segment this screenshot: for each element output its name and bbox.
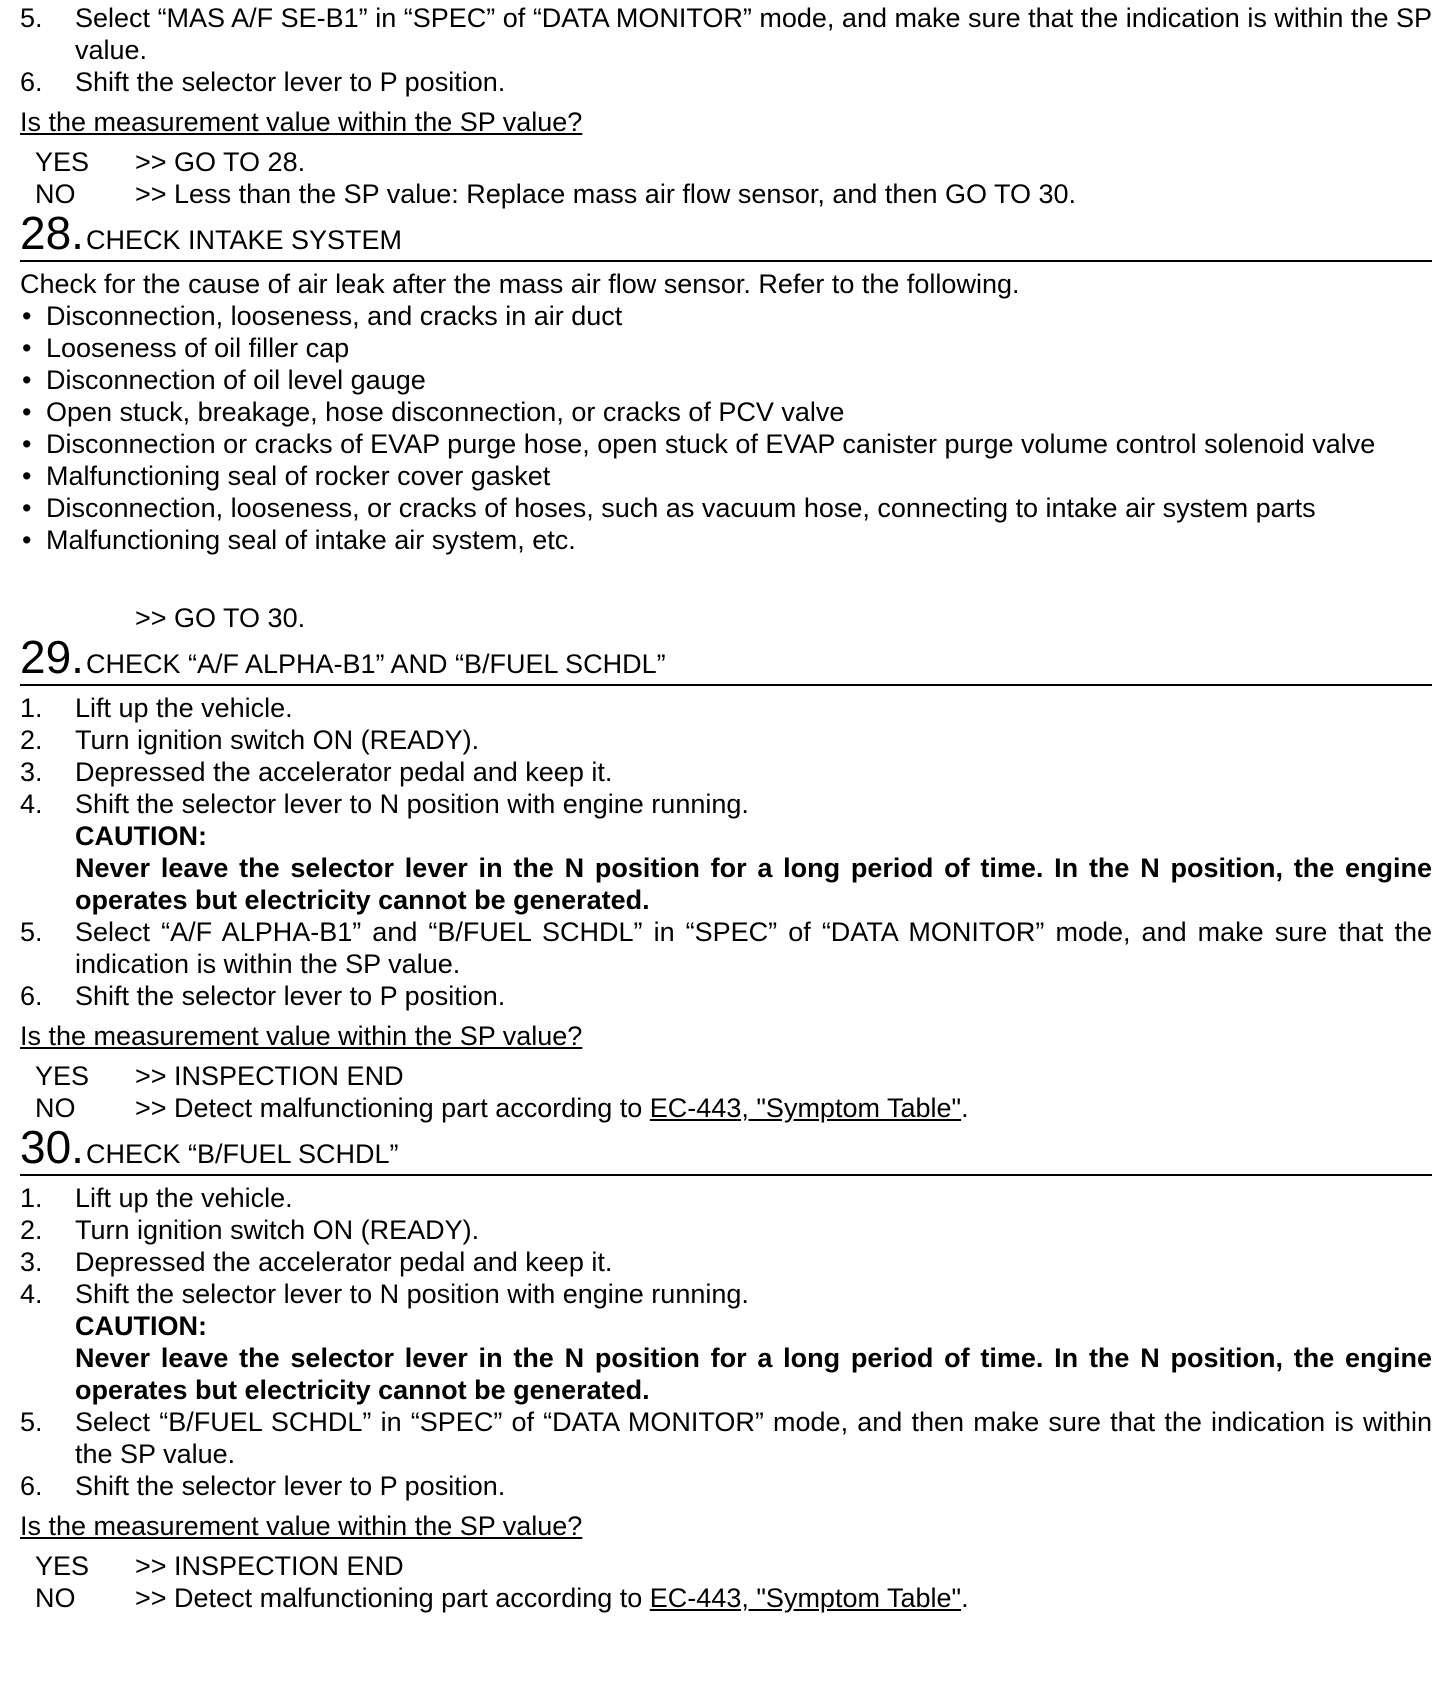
step-number: 30. xyxy=(20,1121,84,1173)
list-item: 5. Select “B/FUEL SCHDL” in “SPEC” of “DATA MONITOR” mode, and then make sure that the indication is within the SP value. xyxy=(20,1407,1432,1469)
list-item: 4. Shift the selector lever to N position with engine running. xyxy=(20,1279,749,1309)
step-27-tail xyxy=(20,2,1432,210)
step-number: 29. xyxy=(20,631,84,683)
symptom-table-link[interactable]: EC-443, "Symptom Table" xyxy=(649,1583,962,1613)
answer-no: NO >> Less than the SP value: Replace mass air flow sensor, and then GO TO 30. xyxy=(35,179,1077,209)
question: Is the measurement value within the SP value? xyxy=(20,1021,583,1051)
step-28 xyxy=(20,207,1432,634)
question: Is the measurement value within the SP value? xyxy=(20,107,583,137)
step-30 xyxy=(20,1121,1432,1614)
goto-text: >> GO TO 30. xyxy=(135,603,306,633)
document-page xyxy=(20,2,1432,1614)
step-title: CHECK “B/FUEL SCHDL” xyxy=(85,1139,399,1169)
bullet-item: • Malfunctioning seal of rocker cover gasket xyxy=(22,461,551,491)
question: Is the measurement value within the SP value? xyxy=(20,1511,583,1541)
answer-no: NO >> Detect malfunctioning part according to EC-443, "Symptom Table". xyxy=(35,1093,969,1123)
step-29 xyxy=(20,631,1432,1124)
step-heading xyxy=(20,207,1432,262)
bullet-item: • Looseness of oil filler cap xyxy=(22,333,350,363)
step-title: CHECK “A/F ALPHA-B1” AND “B/FUEL SCHDL” xyxy=(85,649,666,679)
list-item: 6. Shift the selector lever to P position. xyxy=(20,67,506,97)
list-item: 3. Depressed the accelerator pedal and keep it. xyxy=(20,757,613,787)
step-heading xyxy=(20,631,1432,686)
caution-text: Never leave the selector lever in the N position for a long period of time. In the N position, the engine operates but electricity cannot be generated. xyxy=(75,853,1432,915)
caution-label: CAUTION: xyxy=(75,1311,207,1341)
step-intro: Check for the cause of air leak after the mass air flow sensor. Refer to the following. xyxy=(20,269,1020,299)
list-item: 3. Depressed the accelerator pedal and keep it. xyxy=(20,1247,613,1277)
step-heading xyxy=(20,1121,1432,1176)
answer-yes: YES >> INSPECTION END xyxy=(35,1061,404,1091)
symptom-table-link[interactable]: EC-443, "Symptom Table" xyxy=(649,1093,962,1123)
list-item: 5. Select “A/F ALPHA-B1” and “B/FUEL SCHDL” in “SPEC” of “DATA MONITOR” mode, and make sure that the indication is within the SP value. xyxy=(20,917,1432,979)
bullet-item: • Disconnection, looseness, and cracks in air duct xyxy=(22,301,623,331)
bullet-item: • Disconnection of oil level gauge xyxy=(22,365,426,395)
step-title: CHECK INTAKE SYSTEM xyxy=(85,225,403,255)
caution-text: Never leave the selector lever in the N position for a long period of time. In the N position, the engine operates but electricity cannot be generated. xyxy=(75,1343,1432,1405)
step-number: 28. xyxy=(20,207,84,259)
list-item: 4. Shift the selector lever to N position with engine running. xyxy=(20,789,749,819)
bullet-item: • Disconnection, looseness, or cracks of hoses, such as vacuum hose, connecting to intake air system parts xyxy=(22,493,1316,523)
bullet-item: • Malfunctioning seal of intake air system, etc. xyxy=(22,525,576,555)
answer-yes: YES >> INSPECTION END xyxy=(35,1551,404,1581)
caution-block xyxy=(20,820,1432,916)
bullet-item: • Open stuck, breakage, hose disconnection, or cracks of PCV valve xyxy=(22,397,845,427)
caution-block xyxy=(20,1310,1432,1406)
list-item: 5. Select “MAS A/F SE-B1” in “SPEC” of “DATA MONITOR” mode, and make sure that the indication is within the SP value. xyxy=(20,3,1432,65)
list-item: 2. Turn ignition switch ON (READY). xyxy=(20,725,480,755)
list-item: 2. Turn ignition switch ON (READY). xyxy=(20,1215,480,1245)
answer-no: NO >> Detect malfunctioning part according to EC-443, "Symptom Table". xyxy=(35,1583,969,1613)
bullet-item: • Disconnection or cracks of EVAP purge hose, open stuck of EVAP canister purge volume control solenoid valve xyxy=(22,429,1376,459)
list-item: 6. Shift the selector lever to P position. xyxy=(20,1471,506,1501)
list-item: 1. Lift up the vehicle. xyxy=(20,1183,293,1213)
answer-yes: YES >> GO TO 28. xyxy=(35,147,306,177)
caution-label: CAUTION: xyxy=(75,821,207,851)
list-item: 6. Shift the selector lever to P position. xyxy=(20,981,506,1011)
list-item: 1. Lift up the vehicle. xyxy=(20,693,293,723)
